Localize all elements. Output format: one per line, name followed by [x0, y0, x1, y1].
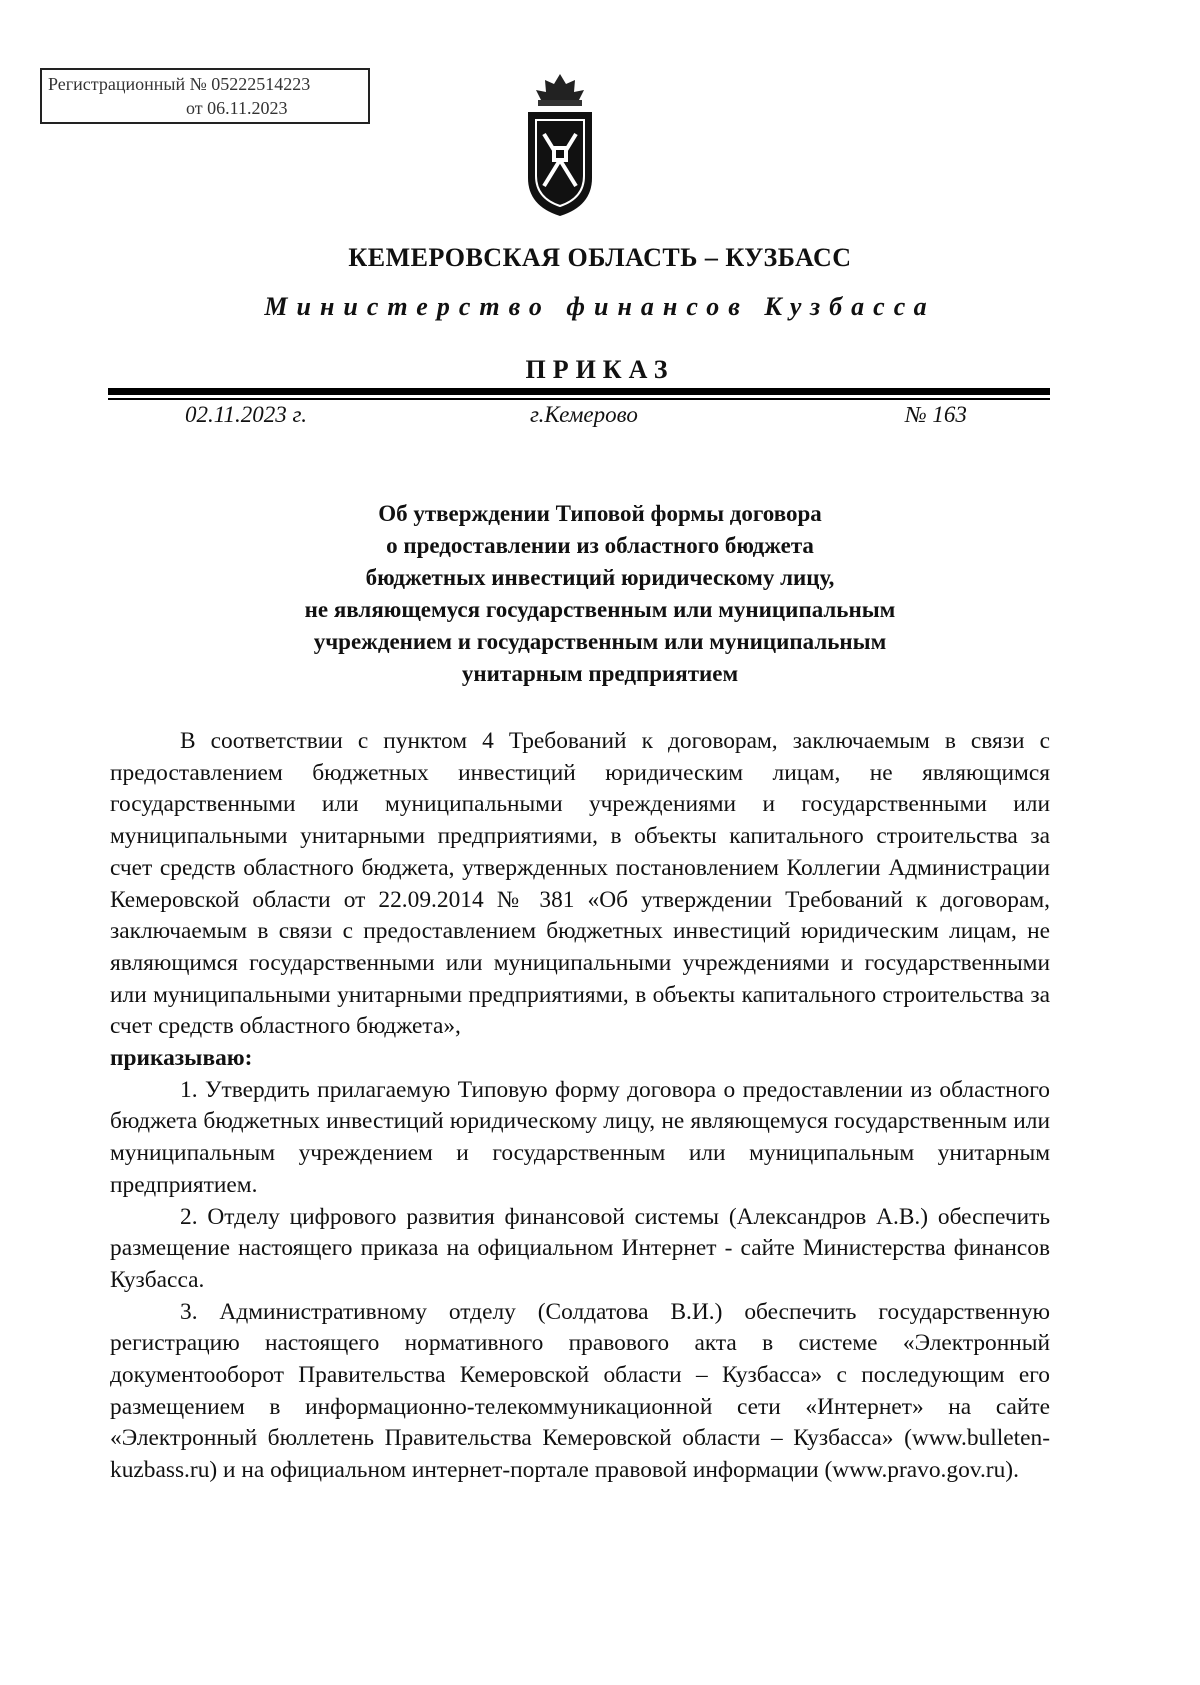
title-line: унитарным предприятием — [461, 661, 739, 686]
stamp-registration-date: от 06.11.2023 — [186, 98, 288, 118]
title-line: Об утверждении Типовой формы договора — [378, 501, 822, 526]
orders-word: приказываю: — [110, 1045, 253, 1072]
coat-of-arms-emblem-icon — [518, 70, 602, 220]
document-number: № 163 — [905, 402, 967, 427]
document-place: г.Кемерово — [530, 402, 638, 427]
ministry-name: Министерство финансов Кузбасса — [264, 292, 936, 321]
document-type: ПРИКАЗ — [525, 355, 675, 384]
document-title — [150, 498, 1050, 690]
order-item-2: 2. Отделу цифрового развития финансовой системы (Александров А.В.) обеспечить размещение настоящего приказа на официальном Интернет - сайте Министерства финансов Кузбасса. — [110, 1203, 1050, 1293]
order-item-1: 1. Утвердить прилагаемую Типовую форму договора о предоставлении из областного бюджета бюджетных инвестиций юридическому лицу, не являющемуся государственным или муниципальным учреждением и государственным или муниципальным унитарным предприятием. — [110, 1076, 1050, 1198]
order-item-3: 3. Административному отделу (Солдатова В.И.) обеспечить государственную регистрацию настоящего нормативного правового акта в системе «Электронный документооборот Правительства Кемеровской области – Кузбасса» с последующим его размещением в информационно-телекоммуникационной сети «Интернет» на сайте «Электронный бюллетень Правительства Кемеровской области – Кузбасса» (www.bulleten-kuzbass.ru) и на официальном интернет-портале правовой информации (www.pravo.gov.ru). — [110, 1298, 1050, 1484]
preamble-text: В соответствии с пунктом 4 Требований к договорам, заключаемым в связи с предоставлением бюджетных инвестиций юридическим лицам, не являющимся государственными или муниципальными учреждениями и государственными или муниципальными унитарными предприятиями, в объекты капитального строительства за счет средств областного бюджета, утвержденных постановлением Коллегии Администрации Кемеровской области от 22.09.2014 № 381 «Об утверждении Требований к договорам, заключаемым в связи с предоставлением бюджетных инвестиций юридическим лицам, не являющимся государственными или муниципальными учреждениями и государственными или муниципальными унитарными предприятиями, в объекты капитального строительства за счет средств областного бюджета», — [110, 728, 1050, 1040]
title-line: бюджетных инвестиций юридическому лицу, — [365, 565, 835, 590]
title-line: о предоставлении из областного бюджета — [386, 533, 814, 558]
registration-stamp — [40, 68, 370, 124]
orders-paragraph — [110, 1043, 1050, 1075]
document-body — [110, 726, 1050, 1487]
document-date: 02.11.2023 г. — [185, 402, 307, 427]
region-name: КЕМЕРОВСКАЯ ОБЛАСТЬ – КУЗБАСС — [348, 243, 852, 272]
stamp-registration-number: Регистрационный № 05222514223 — [48, 74, 311, 94]
header-divider-thin — [108, 398, 1050, 400]
preamble-paragraph — [110, 726, 1050, 1043]
title-line: не являющемуся государственным или муниципальным — [304, 597, 896, 622]
title-line: учреждением и государственным или муниципальным — [313, 629, 887, 654]
header-divider — [108, 388, 1050, 395]
